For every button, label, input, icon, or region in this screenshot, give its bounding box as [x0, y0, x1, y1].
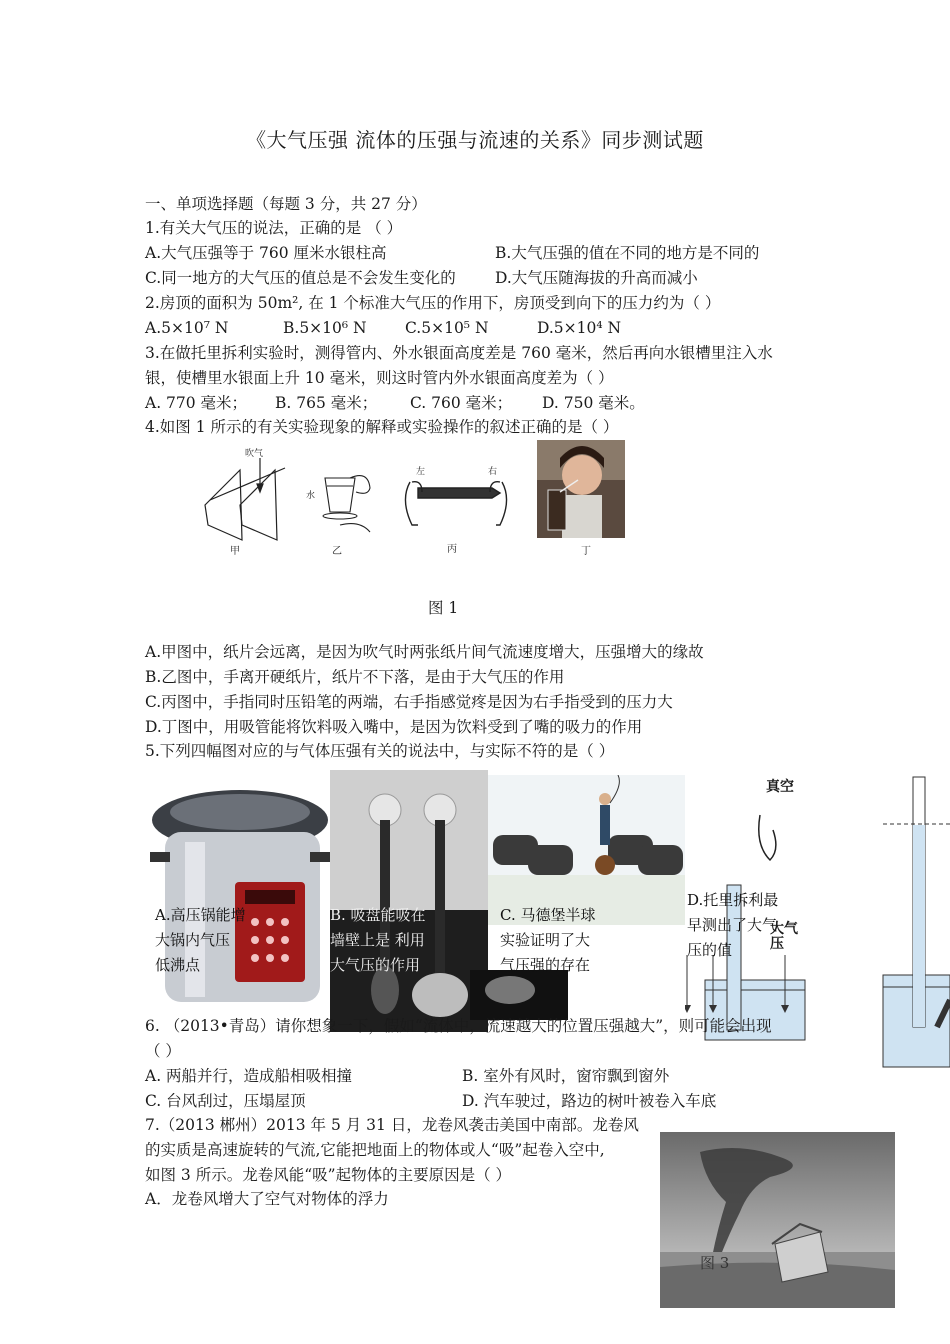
q3-stem-line1: 3.在做托里拆利实验时，测得管内、外水银面高度差是 760 毫米，然后再向水银槽里注入水 [145, 344, 773, 362]
q5-option-d-text [687, 888, 802, 963]
q5-a-line2: 大锅内气压 [155, 931, 231, 949]
q4-option-c: C.丙图中，手指同时压铅笔的两端，右手指感觉疼是因为右手指受到的压力大 [145, 693, 673, 711]
figure-1 [200, 440, 630, 565]
q6-option-a: A. 两船并行，造成船相吸相撞 [145, 1067, 353, 1085]
q5-suction-hooks-photo [330, 770, 488, 1032]
fig-jia-blow-label: 吹气 [245, 449, 264, 459]
q4-option-b: B.乙图中，手离开硬纸片，纸片不下落，是由于大气压的作用 [145, 668, 565, 686]
q1-option-c: C.同一地方的大气压的值总是不会发生变化的 [145, 269, 456, 287]
q5-d-line2: 早测出了大气 [687, 916, 778, 934]
fig-bing-right-label: 右 [488, 467, 498, 477]
q5-option-c-text [500, 903, 620, 978]
q5-b-line3: 大气压的作用 [330, 956, 421, 974]
q6-option-b: B. 室外有风时，窗帘飘到窗外 [462, 1067, 670, 1085]
figure-1-caption: 图 1 [428, 599, 459, 617]
q5-b-line1: B. 吸盘能吸在 [330, 906, 426, 924]
q5-b-line2: 墙壁上是 利用 [330, 931, 425, 949]
q2-stem: 2.房顶的面积为 50m², 在 1 个标准大气压的作用下，房顶受到向下的压力约为（ ） [145, 294, 721, 312]
q3-stem-line2: 银，使槽里水银面上升 10 毫米，则这时管内外水银面高度差为（ ） [145, 369, 614, 387]
fig-bing-left-label: 左 [416, 467, 426, 477]
q4-option-a: A.甲图中，纸片会远离，是因为吹气时两张纸片间气流速度增大，压强增大的缘故 [145, 643, 704, 661]
q1-option-a: A.大气压强等于 760 厘米水银柱高 [145, 244, 387, 262]
fig-ding-photo [537, 440, 625, 538]
q5-a-line3: 低沸点 [155, 956, 201, 974]
q4-stem: 4.如图 1 所示的有关实验现象的解释或实验操作的叙述正确的是（ ） [145, 418, 619, 436]
q2-option-c: C.5×10⁵ N [405, 319, 489, 337]
fig-yi-label: 乙 [332, 546, 342, 557]
q6-option-c: C. 台风刮过，压塌屋顶 [145, 1092, 306, 1110]
q6-answer-paren: （ ） [145, 1042, 181, 1060]
figure-3-caption: 图 3 [700, 1254, 730, 1272]
q6-stem: 6. （2013•青岛）请你想象一下，假如“流体中，流速越大的位置压强越大”，则可能会出现 [145, 1017, 772, 1035]
q2-option-b: B.5×10⁶ N [283, 319, 367, 337]
q2-option-d: D.5×10⁴ N [537, 319, 622, 337]
page-title: 《大气压强 流体的压强与流速的关系》同步测试题 [246, 128, 704, 152]
q1-option-b: B.大气压强的值在不同的地方是不同的 [495, 244, 760, 262]
q3-option-a: A. 770 毫米； [145, 394, 248, 412]
section-heading: 一、单项选择题（每题 3 分，共 27 分） [145, 195, 427, 213]
q3-option-c: C. 760 毫米； [410, 394, 513, 412]
figure-1-drawings [200, 440, 630, 565]
fig-bing-label: 丙 [447, 544, 457, 555]
q7-stem-line3: 如图 3 所示。龙卷风能“吸”起物体的主要原因是（ ） [145, 1166, 511, 1184]
q1-option-d: D.大气压随海拔的升高而减小 [495, 269, 698, 287]
q5-c-line3: 气压强的存在 [500, 956, 591, 974]
q3-option-b: B. 765 毫米； [275, 394, 378, 412]
q1-stem: 1.有关大气压的说法，正确的是 （ ） [145, 219, 403, 237]
q3-option-d: D. 750 毫米。 [542, 394, 645, 412]
fig-yi-cup-and-card [323, 476, 370, 532]
q5-stem: 5.下列四幅图对应的与气体压强有关的说法中，与实际不符的是（ ） [145, 742, 615, 760]
figure-3-tornado-photo [660, 1132, 895, 1308]
q5-option-a-text [155, 903, 265, 978]
fig-jia-paper-strips [205, 458, 285, 540]
q4-option-d: D.丁图中，用吸管能将饮料吸入嘴中，是因为饮料受到了嘴的吸力的作用 [145, 718, 643, 736]
fig-bing-pencil-and-fingers [405, 482, 506, 525]
fig-ding-label: 丁 [581, 546, 591, 557]
q5-d-line3: 压的值 [687, 941, 733, 959]
q6-option-d: D. 汽车驶过，路边的树叶被卷入车底 [462, 1092, 717, 1110]
q7-option-a: A．龙卷风增大了空气对物体的浮力 [145, 1190, 389, 1208]
q5-option-b-text [330, 903, 450, 978]
q5-c-line2: 实验证明了大 [500, 931, 591, 949]
q5-atm-label: 大气压 [770, 921, 798, 952]
q5-vacuum-label: 真空 [766, 779, 794, 795]
q5-c-line1: C. 马德堡半球 [500, 906, 596, 924]
q7-stem-line2: 的实质是高速旋转的气流,它能把地面上的物体或人“吸”起卷入空中, [145, 1141, 605, 1159]
fig-yi-water-label: 水 [306, 491, 316, 501]
q5-d-line1: D.托里拆利最 [687, 891, 779, 909]
fig-jia-label: 甲 [230, 546, 240, 557]
q5-a-line1: A.高压锅能增 [155, 906, 246, 924]
q2-option-a: A.5×10⁷ N [145, 319, 229, 337]
q7-stem-line1: 7.（2013 郴州）2013 年 5 月 31 日，龙卷风袭击美国中南部。龙卷风 [145, 1116, 639, 1134]
